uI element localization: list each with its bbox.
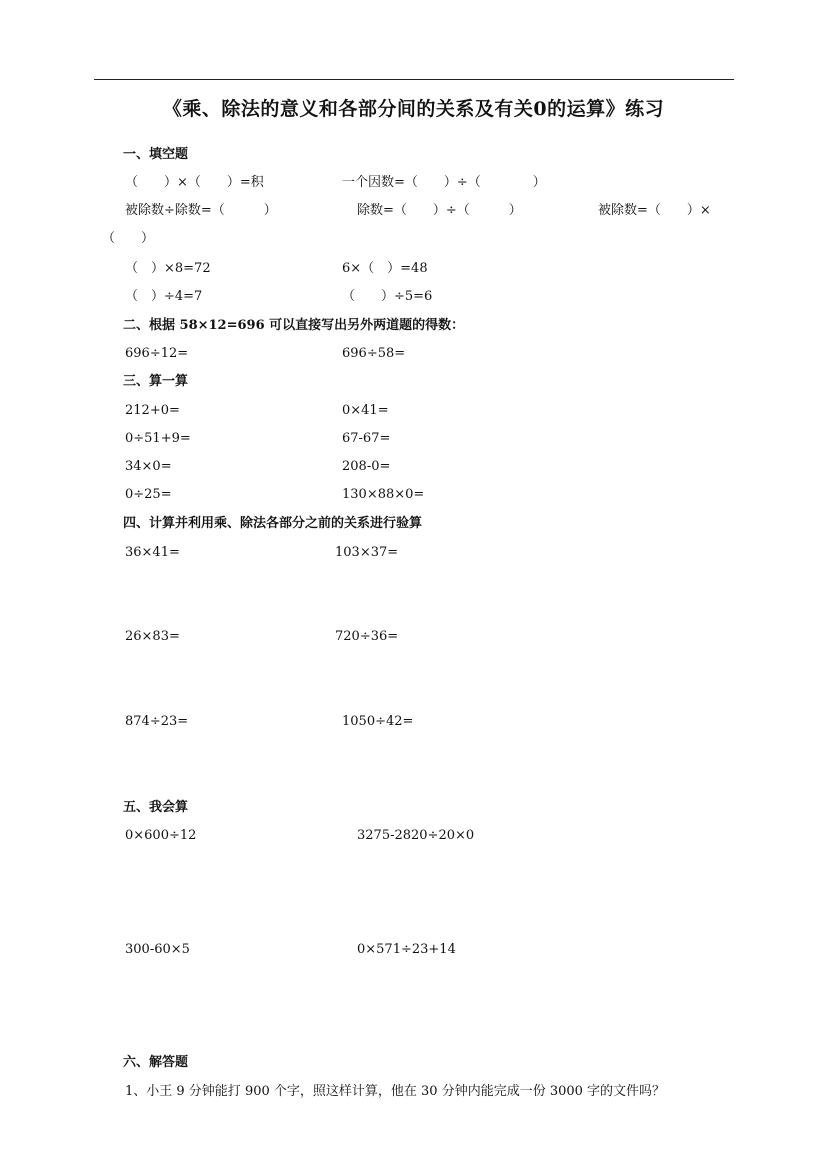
- calc-4b: 130×88×0=: [342, 487, 425, 502]
- section-3-heading: 三、算一算: [123, 374, 189, 389]
- verify-2b: 720÷36=: [335, 629, 399, 644]
- verify-1b: 103×37=: [335, 545, 399, 560]
- fill-blank-2c: 被除数=（ ）×: [598, 203, 711, 218]
- verify-1a: 36×41=: [125, 545, 180, 560]
- fill-blank-3b: 6×（ ）=48: [342, 261, 428, 276]
- fill-blank-2b: 除数=（ ）÷（ ）: [357, 203, 522, 218]
- page-title: 《乘、除法的意义和各部分间的关系及有关0的运算》练习: [162, 98, 665, 120]
- verify-3b: 1050÷42=: [342, 714, 414, 729]
- section-4-heading: 四、计算并利用乘、除法各部分之前的关系进行验算: [123, 516, 423, 531]
- calc-2a: 0÷51+9=: [125, 431, 191, 446]
- fill-blank-4a: （ ）÷4=7: [125, 289, 203, 304]
- section-5-heading: 五、我会算: [123, 800, 189, 815]
- header-rule: [94, 79, 734, 80]
- verify-3a: 874÷23=: [125, 714, 189, 729]
- calc-4a: 0÷25=: [125, 487, 172, 502]
- section-2-heading: 二、根据 58×12=696 可以直接写出另外两道题的得数：: [123, 318, 465, 333]
- section-1-heading: 一、填空题: [123, 147, 189, 162]
- calc-1b: 0×41=: [342, 403, 389, 418]
- compute-2b: 0×571÷23+14: [357, 942, 456, 957]
- problem-2a: 696÷12=: [125, 346, 189, 361]
- verify-2a: 26×83=: [125, 629, 180, 644]
- calc-2b: 67-67=: [342, 431, 391, 446]
- compute-1b: 3275-2820÷20×0: [357, 828, 475, 843]
- fill-blank-2d: （ ）: [102, 231, 155, 246]
- calc-3a: 34×0=: [125, 459, 172, 474]
- calc-1a: 212+0=: [125, 403, 180, 418]
- fill-blank-1b: 一个因数=（ ）÷（ ）: [342, 175, 546, 190]
- compute-1a: 0×600÷12: [125, 828, 197, 843]
- section-6-heading: 六、解答题: [123, 1055, 189, 1070]
- fill-blank-4b: （ ）÷5=6: [342, 289, 433, 304]
- word-problem-1: 1、小王 9 分钟能打 900 个字，照这样计算，他在 30 分钟内能完成一份 3000 字的文件吗？: [125, 1084, 666, 1099]
- fill-blank-1a: （ ）×（ ）=积: [125, 175, 264, 190]
- fill-blank-2a: 被除数÷除数=（ ）: [125, 203, 277, 218]
- problem-2b: 696÷58=: [342, 346, 406, 361]
- compute-2a: 300-60×5: [125, 942, 190, 957]
- calc-3b: 208-0=: [342, 459, 391, 474]
- fill-blank-3a: （ ）×8=72: [125, 261, 211, 276]
